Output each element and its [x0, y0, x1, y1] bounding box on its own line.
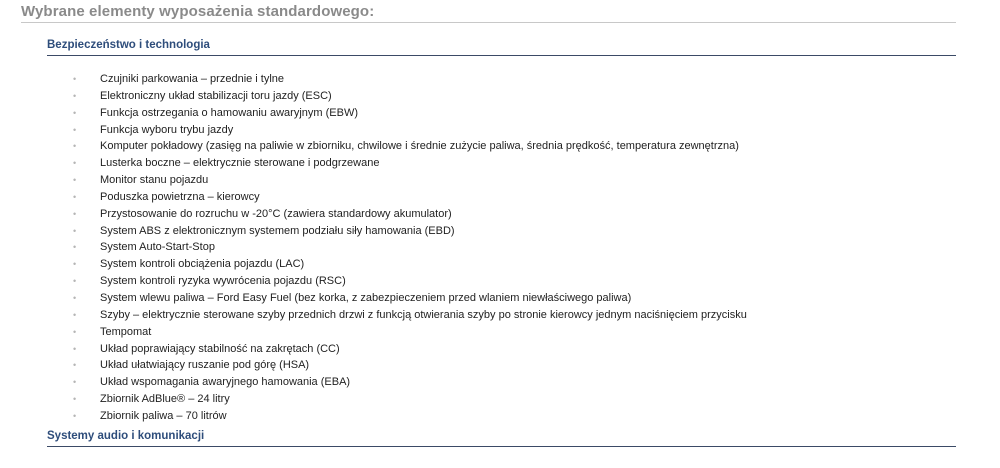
feature-item-label: Zbiornik paliwa – 70 litrów	[100, 409, 227, 422]
section-title-audio: Systemy audio i komunikacji	[47, 430, 205, 442]
feature-item	[0, 189, 747, 206]
feature-item-label: Układ poprawiający stabilność na zakrętach (CC)	[100, 342, 340, 355]
feature-item	[0, 357, 747, 374]
section-divider-safety	[47, 55, 956, 56]
feature-item	[0, 273, 747, 290]
bullet-icon: •	[73, 259, 77, 270]
feature-item	[0, 105, 747, 122]
bullet-icon: •	[73, 377, 77, 388]
feature-item-label: Komputer pokładowy (zasięg na paliwie w zbiorniku, chwilowe i średnie zużycie paliwa, średnia prędkość, temperatura zewnętrzna)	[100, 140, 739, 153]
feature-item-label: Czujniki parkowania – przednie i tylne	[100, 73, 285, 85]
bullet-icon: •	[73, 309, 77, 320]
bullet-icon: •	[73, 276, 77, 287]
bullet-icon: •	[73, 141, 77, 152]
feature-item	[0, 307, 747, 324]
bullet-icon: •	[73, 74, 77, 84]
feature-item-label: Układ ułatwiający ruszanie pod górę (HSA)	[100, 359, 310, 372]
bullet-icon: •	[73, 343, 77, 354]
feature-item	[0, 391, 747, 408]
bullet-icon: •	[73, 158, 77, 169]
title-divider	[21, 22, 956, 23]
bullet-icon: •	[73, 175, 77, 186]
feature-list	[0, 71, 747, 425]
feature-item	[0, 256, 747, 273]
page-title: Wybrane elementy wyposażenia standardowego:	[21, 3, 375, 20]
feature-item	[0, 155, 747, 172]
feature-item	[0, 341, 747, 358]
feature-item-label: System Auto-Start-Stop	[100, 241, 215, 254]
feature-item-label: Układ wspomagania awaryjnego hamowania (EBA)	[100, 376, 351, 389]
feature-item	[0, 223, 747, 240]
feature-item	[0, 122, 747, 139]
feature-item-label: Zbiornik AdBlue® – 24 litry	[100, 393, 230, 406]
feature-item-label: Funkcja ostrzegania o hamowaniu awaryjnym (EBW)	[100, 106, 358, 119]
feature-item-label: System kontroli ryzyka wywrócenia pojazdu (RSC)	[100, 275, 346, 288]
bullet-icon: •	[73, 326, 77, 337]
bullet-icon: •	[73, 242, 77, 253]
bullet-icon: •	[73, 410, 77, 421]
feature-item-label: Funkcja wyboru trybu jazdy	[100, 123, 234, 136]
feature-item	[0, 172, 747, 189]
bullet-icon: •	[73, 107, 77, 118]
bullet-icon: •	[73, 208, 77, 219]
feature-item-label: Monitor stanu pojazdu	[100, 174, 209, 187]
section-title-safety: Bezpieczeństwo i technologia	[47, 39, 210, 51]
feature-item	[0, 88, 747, 105]
feature-item-label: Elektroniczny układ stabilizacji toru jazdy (ESC)	[100, 89, 332, 102]
feature-item-label: Lusterka boczne – elektrycznie sterowane i podgrzewane	[100, 157, 380, 170]
feature-item	[0, 239, 747, 256]
feature-item-label: Szyby – elektrycznie sterowane szyby przednich drzwi z funkcją otwierania szyby po stronie kierowcy jednym naciśnięciem przycisku	[100, 308, 747, 321]
feature-item-label: System kontroli obciążenia pojazdu (LAC)	[100, 258, 305, 271]
bullet-icon: •	[73, 394, 77, 405]
section-divider-audio	[47, 446, 956, 447]
feature-item	[0, 408, 747, 425]
feature-item	[0, 138, 747, 155]
bullet-icon: •	[73, 124, 77, 135]
feature-item-label: Przystosowanie do rozruchu w -20°C (zawiera standardowy akumulator)	[100, 207, 452, 220]
feature-item	[0, 206, 747, 223]
feature-item	[0, 290, 747, 307]
bullet-icon: •	[73, 225, 77, 236]
bullet-icon: •	[73, 292, 77, 303]
bullet-icon: •	[73, 90, 77, 101]
feature-item-label: System wlewu paliwa – Ford Easy Fuel (bez korka, z zabezpieczeniem przed wlaniem niewłaściwego paliwa)	[100, 291, 632, 304]
feature-item-label: Tempomat	[100, 325, 152, 338]
feature-item-label: Poduszka powietrzna – kierowcy	[100, 190, 260, 203]
feature-item	[0, 71, 747, 88]
feature-item	[0, 324, 747, 341]
bullet-icon: •	[73, 191, 77, 202]
feature-item	[0, 374, 747, 391]
feature-item-label: System ABS z elektronicznym systemem podziału siły hamowania (EBD)	[100, 224, 455, 237]
bullet-icon: •	[73, 360, 77, 371]
